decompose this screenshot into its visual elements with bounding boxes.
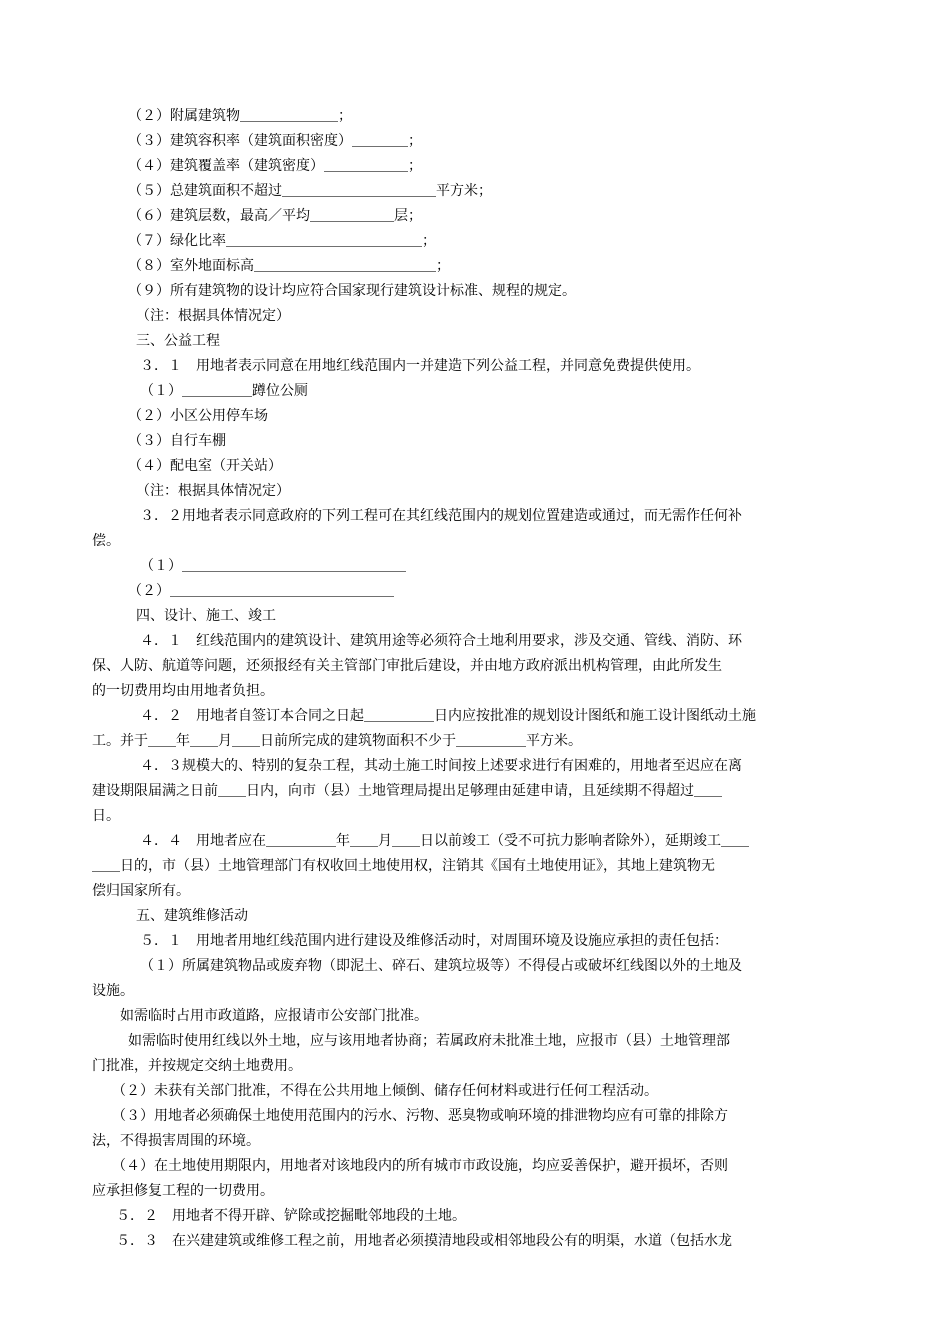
text-line: （注：根据具体情况定） [136,308,290,324]
text-line: ４．４ 用地者应在＿＿＿＿＿年＿＿月＿＿日以前竣工（受不可抗力影响者除外），延期竣工＿＿ [140,833,749,849]
text-line: （４）配电室（开关站） [128,458,282,474]
text-line: ＿＿日的，市（县）土地管理部门有权收回土地使用权，注销其《国有土地使用证》，其地上建筑物无 [92,858,715,874]
text-line: （５）总建筑面积不超过＿＿＿＿＿＿＿＿＿＿＿平方米； [128,183,492,199]
text-line: 的一切费用均由用地者负担。 [92,683,274,699]
text-line: ４．３规模大的、特别的复杂工程，其动土施工时间按上述要求进行有困难的，用地者至迟应在离 [140,758,742,774]
text-line: ３．１ 用地者表示同意在用地红线范围内一并建造下列公益工程，并同意免费提供使用。 [140,358,700,374]
text-line: ５．３ 在兴建建筑或维修工程之前，用地者必须摸清地段或相邻地段公有的明渠，水道（包括水龙 [116,1233,732,1249]
text-line: 设施。 [92,983,134,999]
text-line: （注：根据具体情况定） [136,483,290,499]
section-heading: 四、设计、施工、竣工 [136,608,276,624]
text-line: （７）绿化比率＿＿＿＿＿＿＿＿＿＿＿＿＿＿； [128,233,436,249]
text-line: 工。并于＿＿年＿＿月＿＿日前所完成的建筑物面积不少于＿＿＿＿＿平方米。 [92,733,582,749]
text-line: （１）＿＿＿＿＿蹲位公厕 [140,383,308,399]
text-line: （３）建筑容积率（建筑面积密度）＿＿＿＿； [128,133,422,149]
text-line: （３）用地者必须确保土地使用范围内的污水、污物、恶臭物或响环境的排泄物均应有可靠的排除方 [112,1108,728,1124]
text-line: （９）所有建筑物的设计均应符合国家现行建筑设计标准、规程的规定。 [128,283,576,299]
text-line: 门批准，并按规定交纳土地费用。 [92,1058,302,1074]
text-line: ５．２ 用地者不得开辟、铲除或挖掘毗邻地段的土地。 [116,1208,466,1224]
text-line: 偿。 [92,533,120,549]
text-line: 偿归国家所有。 [92,883,190,899]
text-line: 建设期限届满之日前＿＿日内，向市（县）土地管理局提出足够理由延建申请，且延续期不得超过＿＿ [92,783,722,799]
text-line: 应承担修复工程的一切费用。 [92,1183,274,1199]
section-heading: 三、公益工程 [136,333,220,349]
section-heading: 五、建筑维修活动 [136,908,248,924]
text-line: 如需临时使用红线以外土地，应与该用地者协商；若属政府未批准土地，应报市（县）土地管理部 [128,1033,730,1049]
text-line: （２）未获有关部门批准，不得在公共用地上倾倒、储存任何材料或进行任何工程活动。 [112,1083,658,1099]
text-line: （２）＿＿＿＿＿＿＿＿＿＿＿＿＿＿＿＿ [128,583,394,599]
text-line: （４）建筑覆盖率（建筑密度）＿＿＿＿＿＿； [128,158,422,174]
text-line: ３．２用地者表示同意政府的下列工程可在其红线范围内的规划位置建造或通过，而无需作任何补 [140,508,742,524]
text-line: 法，不得损害周围的环境。 [92,1133,260,1149]
text-line: （６）建筑层数，最高／平均＿＿＿＿＿＿层； [128,208,422,224]
text-line: （４）在土地使用期限内，用地者对该地段内的所有城市市政设施，均应妥善保护，避开损坏，否则 [112,1158,728,1174]
text-line: ４．１ 红线范围内的建筑设计、建筑用途等必须符合土地利用要求，涉及交通、管线、消防、环 [140,633,742,649]
text-line: （１）所属建筑物品或废弃物（即泥土、碎石、建筑垃圾等）不得侵占或破坏红线图以外的土地及 [140,958,742,974]
text-line: （２）附属建筑物＿＿＿＿＿＿＿； [128,108,352,124]
text-line: 日。 [92,808,120,824]
text-line: ５．１ 用地者用地红线范围内进行建设及维修活动时，对周围环境及设施应承担的责任包括： [140,933,728,949]
text-line: （２）小区公用停车场 [128,408,268,424]
text-line: （３）自行车棚 [128,433,226,449]
text-line: 如需临时占用市政道路，应报请市公安部门批准。 [120,1008,428,1024]
text-line: ４．２ 用地者自签订本合同之日起＿＿＿＿＿日内应按批准的规划设计图纸和施工设计图纸动土施 [140,708,756,724]
text-line: （１）＿＿＿＿＿＿＿＿＿＿＿＿＿＿＿＿ [140,558,406,574]
text-line: （８）室外地面标高＿＿＿＿＿＿＿＿＿＿＿＿＿； [128,258,450,274]
text-line: 保、人防、航道等问题，还须报经有关主管部门审批后建设，并由地方政府派出机构管理，由此所发生 [92,658,722,674]
